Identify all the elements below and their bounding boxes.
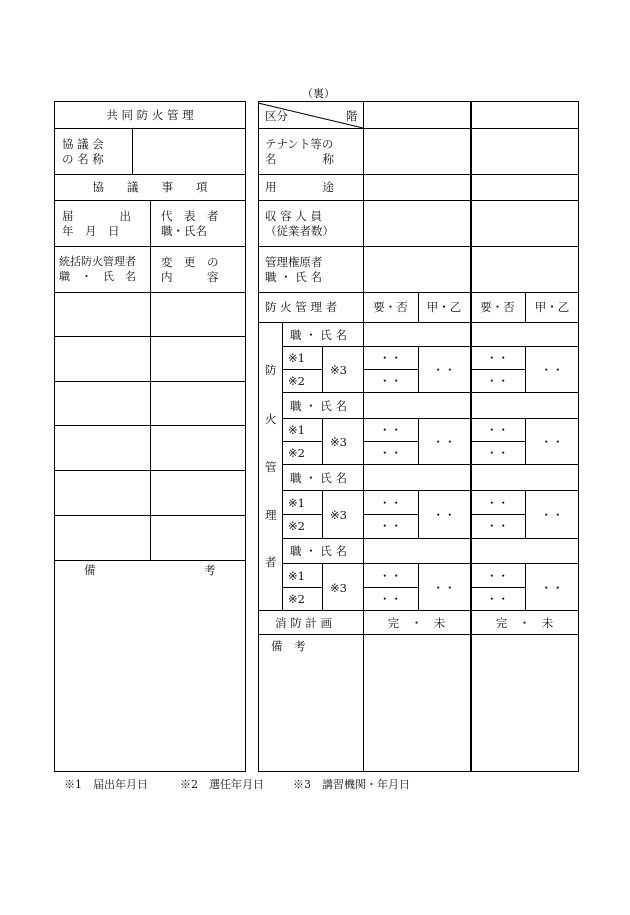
rule (363, 514, 418, 515)
date-dots: ・・ (379, 351, 402, 365)
note2-label-g1: ※2 (288, 374, 305, 388)
rule (282, 490, 579, 491)
plan-status-b: 完 ・ 未 (495, 616, 554, 630)
note3-label-g2: ※3 (330, 435, 347, 449)
vertical-char-4: 理 (265, 508, 277, 522)
date-dots: ・・ (540, 363, 564, 377)
side-label: （裏） (302, 87, 335, 100)
owner-label-line1: 管理権原者 (265, 255, 323, 269)
footnote-2: ※2 選任年月日 (180, 778, 264, 791)
change-content-label-line2: 内 容 (161, 270, 219, 284)
date-dots: ・・ (540, 581, 564, 595)
rule (258, 200, 579, 201)
vertical-char-1: 防 (265, 363, 277, 377)
need-or-not-label-b: 要・否 (480, 300, 515, 314)
note3-label-g1: ※3 (330, 363, 347, 377)
date-dots: ・・ (486, 592, 509, 606)
rule (322, 418, 323, 464)
class-label-b: 甲・乙 (534, 300, 570, 314)
tenant-name-label-line2: 名 称 (265, 152, 334, 166)
council-name-label-line1: 協 議 会 (62, 137, 104, 151)
rule (258, 174, 579, 175)
capacity-label-line2: （従業者数） (265, 224, 334, 238)
council-name-label-line2: の 名 称 (62, 152, 104, 166)
note3-label-g4: ※3 (330, 581, 347, 595)
rule (282, 464, 579, 465)
date-dots: ・・ (486, 496, 509, 510)
rule (322, 490, 323, 538)
rule (150, 200, 151, 560)
date-dots: ・・ (540, 508, 564, 522)
date-dots: ・・ (379, 592, 402, 606)
section-label: 区分 (265, 109, 288, 123)
rule (363, 369, 418, 370)
vertical-char-5: 者 (265, 555, 277, 569)
rule (282, 514, 322, 515)
footnote-1: ※1 届出年月日 (64, 778, 148, 791)
representative-label-line2: 職・氏名 (161, 224, 207, 238)
rule (470, 587, 525, 588)
rule (322, 563, 323, 610)
rule (363, 587, 418, 588)
use-label: 用 途 (265, 180, 334, 194)
rule (363, 441, 418, 442)
rule (282, 538, 579, 539)
rule (282, 587, 322, 588)
note1-label-g4: ※1 (288, 569, 305, 583)
date-dots: ・・ (379, 446, 402, 460)
vertical-char-2: 火 (265, 412, 277, 426)
vertical-char-3: 管 (265, 460, 277, 474)
need-or-not-label-a: 要・否 (373, 300, 408, 314)
plan-status-a: 完 ・ 未 (387, 616, 446, 630)
rule (54, 128, 246, 129)
rule (54, 174, 246, 175)
change-content-label-line1: 変 更 の (161, 255, 219, 269)
rule (258, 322, 579, 323)
right-remarks-label: 備 考 (271, 639, 306, 653)
rule (258, 610, 579, 611)
date-dots: ・・ (432, 435, 456, 449)
fire-plan-label: 消 防 計 画 (275, 616, 332, 630)
general-fire-manager-label-line1: 統括防火管理者 (59, 255, 136, 268)
date-dots: ・・ (432, 581, 456, 595)
note2-label-g4: ※2 (288, 592, 305, 606)
rule (282, 346, 579, 347)
date-dots: ・・ (540, 435, 564, 449)
position-name-label-2: 職 ・ 氏 名 (290, 399, 347, 413)
position-name-label-3: 職 ・ 氏 名 (290, 471, 347, 485)
date-dots: ・・ (379, 423, 402, 437)
rule (54, 560, 246, 561)
date-dots: ・・ (379, 569, 402, 583)
note1-label-g3: ※1 (288, 496, 305, 510)
rule (322, 346, 323, 392)
fire-manager-label: 防 火 管 理 者 (265, 300, 338, 314)
rule (470, 514, 525, 515)
rule (470, 369, 525, 370)
rule (282, 418, 579, 419)
council-items-label: 協 議 事 項 (92, 180, 208, 194)
date-dots: ・・ (379, 496, 402, 510)
date-dots: ・・ (432, 508, 456, 522)
date-dots: ・・ (486, 374, 509, 388)
rule (282, 322, 283, 610)
class-label-a: 甲・乙 (426, 300, 462, 314)
note2-label-g2: ※2 (288, 446, 305, 460)
notify-date-label-line2: 年 月 日 (62, 224, 120, 238)
rule (258, 246, 579, 247)
date-dots: ・・ (379, 519, 402, 533)
tenant-name-label-line1: テナント等の (265, 137, 334, 151)
note3-label-g3: ※3 (330, 508, 347, 522)
rule (258, 634, 579, 635)
position-name-label-4: 職 ・ 氏 名 (290, 544, 347, 558)
footnote-3: ※3 講習機関・年月日 (293, 778, 410, 791)
owner-label-line2: 職 ・ 氏 名 (265, 270, 322, 284)
notify-date-label-line1: 届 出 (62, 209, 131, 223)
date-dots: ・・ (486, 519, 509, 533)
left-remarks-label-1: 備 (84, 563, 96, 577)
rule (282, 441, 322, 442)
representative-label-line1: 代 表 者 (161, 209, 219, 223)
position-name-label-1: 職 ・ 氏 名 (290, 328, 347, 342)
date-dots: ・・ (486, 569, 509, 583)
note1-label-g1: ※1 (288, 351, 305, 365)
date-dots: ・・ (432, 363, 456, 377)
rule (282, 369, 322, 370)
rule (282, 563, 579, 564)
note2-label-g3: ※2 (288, 519, 305, 533)
rule (282, 392, 579, 393)
rule (470, 441, 525, 442)
joint-fire-management-header: 共 同 防 火 管 理 (106, 108, 194, 122)
date-dots: ・・ (486, 423, 509, 437)
note1-label-g2: ※1 (288, 423, 305, 437)
date-dots: ・・ (486, 446, 509, 460)
floor-label: 階 (346, 109, 358, 123)
date-dots: ・・ (379, 374, 402, 388)
rule (132, 128, 133, 174)
left-remarks-label-2: 考 (204, 563, 216, 577)
date-dots: ・・ (486, 351, 509, 365)
general-fire-manager-label-line2: 職 ・ 氏 名 (59, 270, 136, 283)
capacity-label-line1: 収 容 人 員 (265, 209, 322, 223)
